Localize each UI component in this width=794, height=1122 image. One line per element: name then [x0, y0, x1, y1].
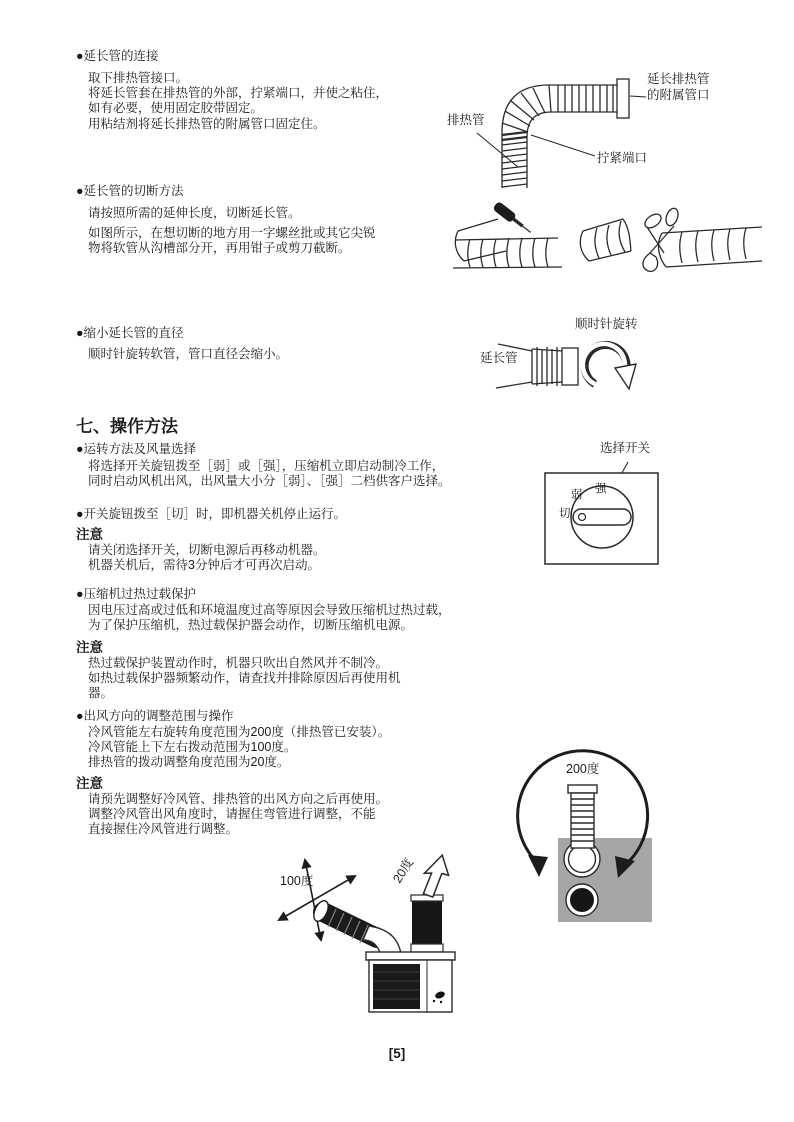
body-line: 请关闭选择开关，切断电源后再移动机器。 — [88, 543, 326, 557]
body-line: 请预先调整好冷风管、排热管的出风方向之后再使用。 — [88, 792, 389, 806]
knob-low-label: 弱 — [571, 489, 583, 501]
page-number: [5] — [388, 1046, 406, 1061]
notice-label: 注意 — [76, 640, 103, 655]
notice-block-2 — [76, 640, 401, 702]
body-line: 用粘结剂将延长排热管的附属管口固定住。 — [88, 116, 326, 131]
clamp-port-label: 拧紧端口 — [597, 151, 648, 165]
knob-off-label: 切 — [559, 508, 571, 520]
body-line: 如图所示，在想切断的地方用一字螺丝批或其它尖锐 — [88, 226, 376, 241]
notice-label: 注意 — [76, 527, 103, 542]
body-line: 取下排热管接口。 — [88, 71, 189, 85]
body-line: 排热管的拨动调整角度范围为20度。 — [88, 755, 290, 770]
notice-block-1 — [76, 527, 326, 573]
shrink-hose-drawing — [460, 296, 740, 401]
body-line: 将选择开关旋钮拨至［弱］或［强］，压缩机立即启动制冷工作， — [88, 459, 445, 473]
scissors-icon — [642, 207, 680, 272]
body-line: 如有必要，使用固定胶带固定。 — [88, 101, 264, 116]
section-title: ●出风方向的调整范围与操作 — [76, 709, 234, 723]
shrink-hose-diagram — [460, 296, 740, 401]
body-line: 为了保护压缩机，热过载保护器会动作，切断压缩机电源。 — [88, 618, 414, 633]
swivel-200-drawing — [505, 745, 755, 957]
section-title: ●压缩机过热过载保护 — [76, 587, 197, 601]
notice-label: 注意 — [76, 776, 103, 791]
elbow-hose-diagram — [445, 55, 745, 195]
clockwise-arrow-icon — [583, 344, 636, 389]
screwdriver-icon — [493, 202, 533, 236]
swivel-angle-label: 200度 — [566, 762, 600, 776]
section-title: ●延长管的连接 — [76, 49, 159, 63]
hose-cutting-drawing — [450, 195, 770, 300]
selector-switch-diagram — [540, 440, 700, 580]
rotate-clockwise-label: 顺时针旋转 — [575, 317, 638, 331]
body-line: 请按照所需的延伸长度，切断延长管。 — [88, 206, 301, 220]
body-line: 因电压过高或过低和环境温度过高等原因会导致压缩机过热过载， — [88, 603, 451, 617]
section-switch-off — [76, 506, 346, 522]
cold-swing-angle-label: 100度 — [280, 874, 314, 888]
extension-hose-label: 延长管 — [480, 351, 518, 365]
body-line: 直接握住冷风管进行调整。 — [88, 822, 239, 837]
section-overload-protect — [76, 586, 451, 633]
body-line: 调整冷风管出风角度时，请握住弯管进行调整，不能 — [88, 807, 376, 822]
attached-port-label: 延长排热管 的附属管口 — [647, 72, 710, 102]
knob-high-label: 强 — [595, 483, 607, 495]
exhaust-duct — [411, 895, 443, 952]
exhaust-hose-label: 排热管 — [447, 113, 485, 127]
section-extension-connect — [76, 48, 388, 132]
machine-ducts-diagram — [265, 848, 495, 1046]
selector-switch-label: 选择开关 — [600, 441, 651, 455]
section-title: ●运转方法及风量选择 — [76, 442, 197, 456]
section-airflow-adjust — [76, 708, 390, 771]
body-line: 机器关机后，需待3分钟后才可再次启动。 — [88, 558, 320, 573]
machine-body — [366, 952, 455, 1012]
operation-heading: 七、操作方法 — [76, 417, 178, 436]
body-line: 顺时针旋转软管，管口直径会缩小。 — [88, 347, 289, 361]
body-line: 冷风管能左右旋转角度范围为200度（排热管已安装）。 — [88, 725, 391, 739]
up-arrow-icon — [419, 852, 453, 900]
section-title: ●缩小延长管的直径 — [76, 326, 184, 340]
section-title: ●延长管的切断方法 — [76, 184, 184, 198]
body-line: 热过载保护装置动作时，机器只吹出自然风并不制冷。 — [88, 656, 389, 670]
hose-cutting-diagram — [450, 195, 770, 300]
cut-hose-right-piece — [659, 227, 762, 267]
section-shrink-diameter — [76, 325, 288, 362]
section-run-method — [76, 441, 451, 489]
body-line: 物将软管从沟槽部分开，再用钳子或剪刀截断。 — [88, 241, 351, 256]
notice-block-3 — [76, 776, 388, 838]
body-line: 器。 — [88, 686, 114, 701]
body-line: 冷风管能上下左右拨动范围为100度。 — [88, 740, 297, 755]
section-cut-method — [76, 183, 376, 257]
section-title: ●开关旋钮拨至［切］时，即机器关机停止运行。 — [76, 507, 347, 521]
body-line: 如热过载保护器频繁动作，请查找并排除原因后再使用机 — [88, 671, 401, 686]
body-line: 将延长管套在排热管的外部，拧紧端口，并使之粘住， — [88, 86, 389, 101]
exhaust-angle-label: 20度 — [390, 855, 417, 886]
body-line: 同时启动风机出风，出风量大小分［弱］、［强］二档供客户选择。 — [88, 474, 451, 489]
cold-air-duct-topview — [564, 785, 600, 877]
swivel-200-diagram — [505, 745, 755, 957]
exhaust-outlet-topview — [566, 884, 598, 916]
